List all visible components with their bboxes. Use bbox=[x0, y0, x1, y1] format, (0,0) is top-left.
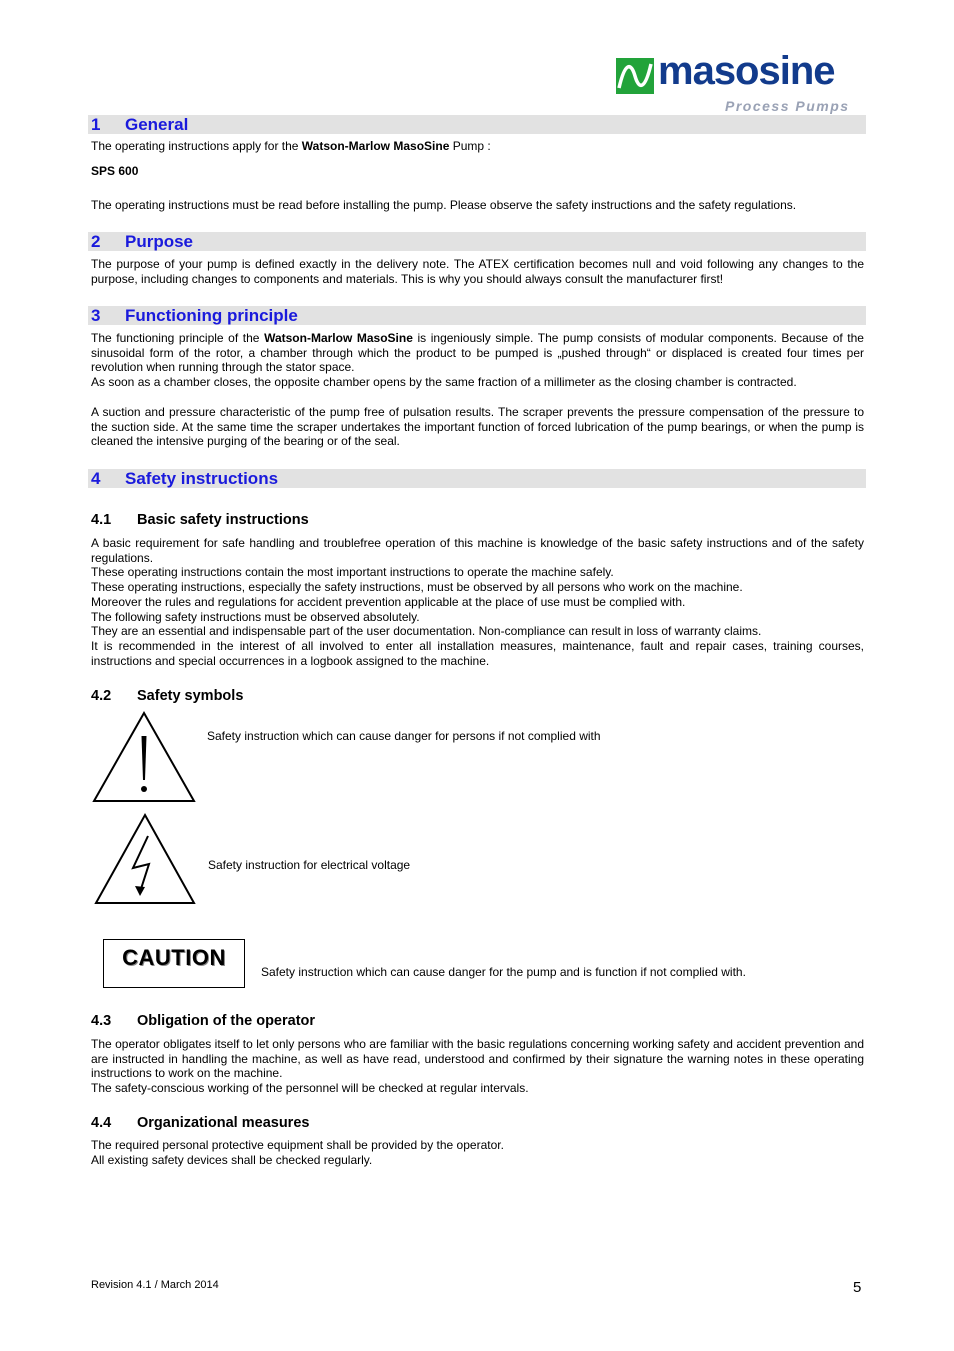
functioning-text bbox=[91, 331, 864, 390]
section-number: 1 bbox=[91, 115, 101, 134]
paragraph: It is recommended in the interest of all involved to enter all installation measures, maintenance, fault and repair cases, training courses, instructions and special occurrences in a logbook assigned to the machine. bbox=[91, 638, 864, 668]
text-run: The functioning principle of the bbox=[91, 331, 265, 345]
brand-name: Watson-Marlow MasoSine bbox=[301, 139, 450, 153]
symbol-caption-caution: Safety instruction which can cause danger for the pump and is function if not complied with. bbox=[261, 965, 746, 979]
logo-name: masosine bbox=[658, 49, 835, 93]
company-logo bbox=[616, 49, 866, 116]
warning-triangle-icon bbox=[91, 710, 197, 804]
paragraph: Moreover the rules and regulations for accident prevention applicable at the place of use must be complied with. bbox=[91, 594, 686, 609]
paragraph: The purpose of your pump is defined exactly in the delivery note. The ATEX certification becomes null and void following any changes to the purpose, including changes to components and materials. This is why you should always consult the manufacturer first! bbox=[91, 257, 864, 286]
paragraph: The following safety instructions must be observed absolutely. bbox=[91, 609, 420, 624]
general-read-note bbox=[91, 198, 864, 213]
operator-obligation-text bbox=[91, 1037, 864, 1096]
general-intro bbox=[91, 139, 864, 154]
paragraph: They are an essential and indispensable part of the user documentation. Non-compliance can result in loss of warranty claims. bbox=[91, 624, 762, 639]
functioning-text-2 bbox=[91, 405, 864, 449]
logo-tagline: Process Pumps bbox=[725, 98, 850, 114]
symbol-caption-electrical-voltage: Safety instruction for electrical voltage bbox=[208, 858, 411, 872]
paragraph: The safety-conscious working of the personnel will be checked at regular intervals. bbox=[91, 1081, 529, 1096]
subsection-number: 4.2 bbox=[91, 688, 112, 704]
text-run: Pump : bbox=[449, 139, 491, 153]
subsection-title: Safety symbols bbox=[137, 688, 244, 704]
footer-revision: Revision 4.1 / March 2014 bbox=[91, 1279, 219, 1291]
caution-text: CAUTION bbox=[122, 945, 226, 970]
section-title: Functioning principle bbox=[125, 306, 298, 325]
purpose-text bbox=[91, 257, 864, 286]
subsection-title: Organizational measures bbox=[137, 1115, 310, 1131]
section-number: 3 bbox=[91, 306, 101, 325]
subsection-title: Basic safety instructions bbox=[137, 512, 309, 528]
text-run: is ingeniously simple. The pump consists of modular components. Because of the sinusoidal form of the rotor, a chamber through which the product to be pumped is „pushed through“ or displaced is created four times per revolution when running through the stator space. bbox=[91, 331, 864, 375]
subsection-title: Obligation of the operator bbox=[137, 1013, 316, 1029]
caution-label bbox=[103, 939, 245, 988]
section-title: General bbox=[125, 115, 189, 134]
subsection-number: 4.3 bbox=[91, 1013, 112, 1029]
paragraph: A suction and pressure characteristic of the pump free of pulsation results. The scraper prevents the pressure compensation of the pressure to the suction side. At the same time the scraper undertakes the important function of forced lubrication of the pump bearings, or when the pump is cleaned the intensive purging of the bearing or of the seal. bbox=[91, 405, 864, 449]
paragraph: The operator obligates itself to let only persons who are familiar with the basic regulations concerning working safety and accident prevention and are instructed in handling the machine, as well as have read, understood and confirmed by their signature the warning notes in these operating instructions to work on the machine. bbox=[91, 1037, 864, 1081]
symbol-caption-danger-persons: Safety instruction which can cause danger for persons if not complied with bbox=[207, 729, 601, 743]
page-number: 5 bbox=[853, 1279, 862, 1296]
paragraph: These operating instructions, especially the safety instructions, must be observed by all persons who work on the machine. bbox=[91, 580, 743, 595]
basic-safety-text bbox=[91, 536, 864, 668]
brand-name: Watson-Marlow MasoSine bbox=[264, 331, 413, 345]
section-title: Purpose bbox=[125, 232, 194, 251]
paragraph: All existing safety devices shall be checked regularly. bbox=[91, 1152, 373, 1167]
paragraph: These operating instructions contain the most important instructions to operate the machine safely. bbox=[91, 565, 614, 580]
paragraph: The required personal protective equipment shall be provided by the operator. bbox=[91, 1138, 504, 1152]
model-text: SPS 600 bbox=[91, 164, 139, 178]
model-name bbox=[91, 164, 864, 179]
section-number: 2 bbox=[91, 232, 101, 251]
section-heading-functioning-principle bbox=[88, 306, 866, 325]
section-title: Safety instructions bbox=[125, 469, 279, 488]
section-heading-safety-instructions bbox=[88, 469, 866, 488]
section-heading-general bbox=[88, 115, 866, 134]
section-number: 4 bbox=[91, 469, 101, 488]
section-heading-purpose bbox=[88, 232, 866, 251]
subsection-number: 4.1 bbox=[91, 512, 112, 528]
paragraph: The operating instructions must be read before installing the pump. Please observe the safety instructions and the safety regulations. bbox=[91, 198, 797, 212]
text-run: The operating instructions apply for the bbox=[91, 139, 302, 153]
electrical-voltage-icon bbox=[93, 812, 197, 906]
subsection-number: 4.4 bbox=[91, 1115, 112, 1131]
paragraph: As soon as a chamber closes, the opposite chamber opens by the same fraction of a millimeter as the closing chamber is contracted. bbox=[91, 375, 797, 390]
wave-icon bbox=[616, 58, 654, 94]
organizational-measures-text bbox=[91, 1138, 864, 1167]
paragraph: A basic requirement for safe handling and troublefree operation of this machine is knowledge of the basic safety instructions and of the safety regulations. bbox=[91, 536, 864, 565]
